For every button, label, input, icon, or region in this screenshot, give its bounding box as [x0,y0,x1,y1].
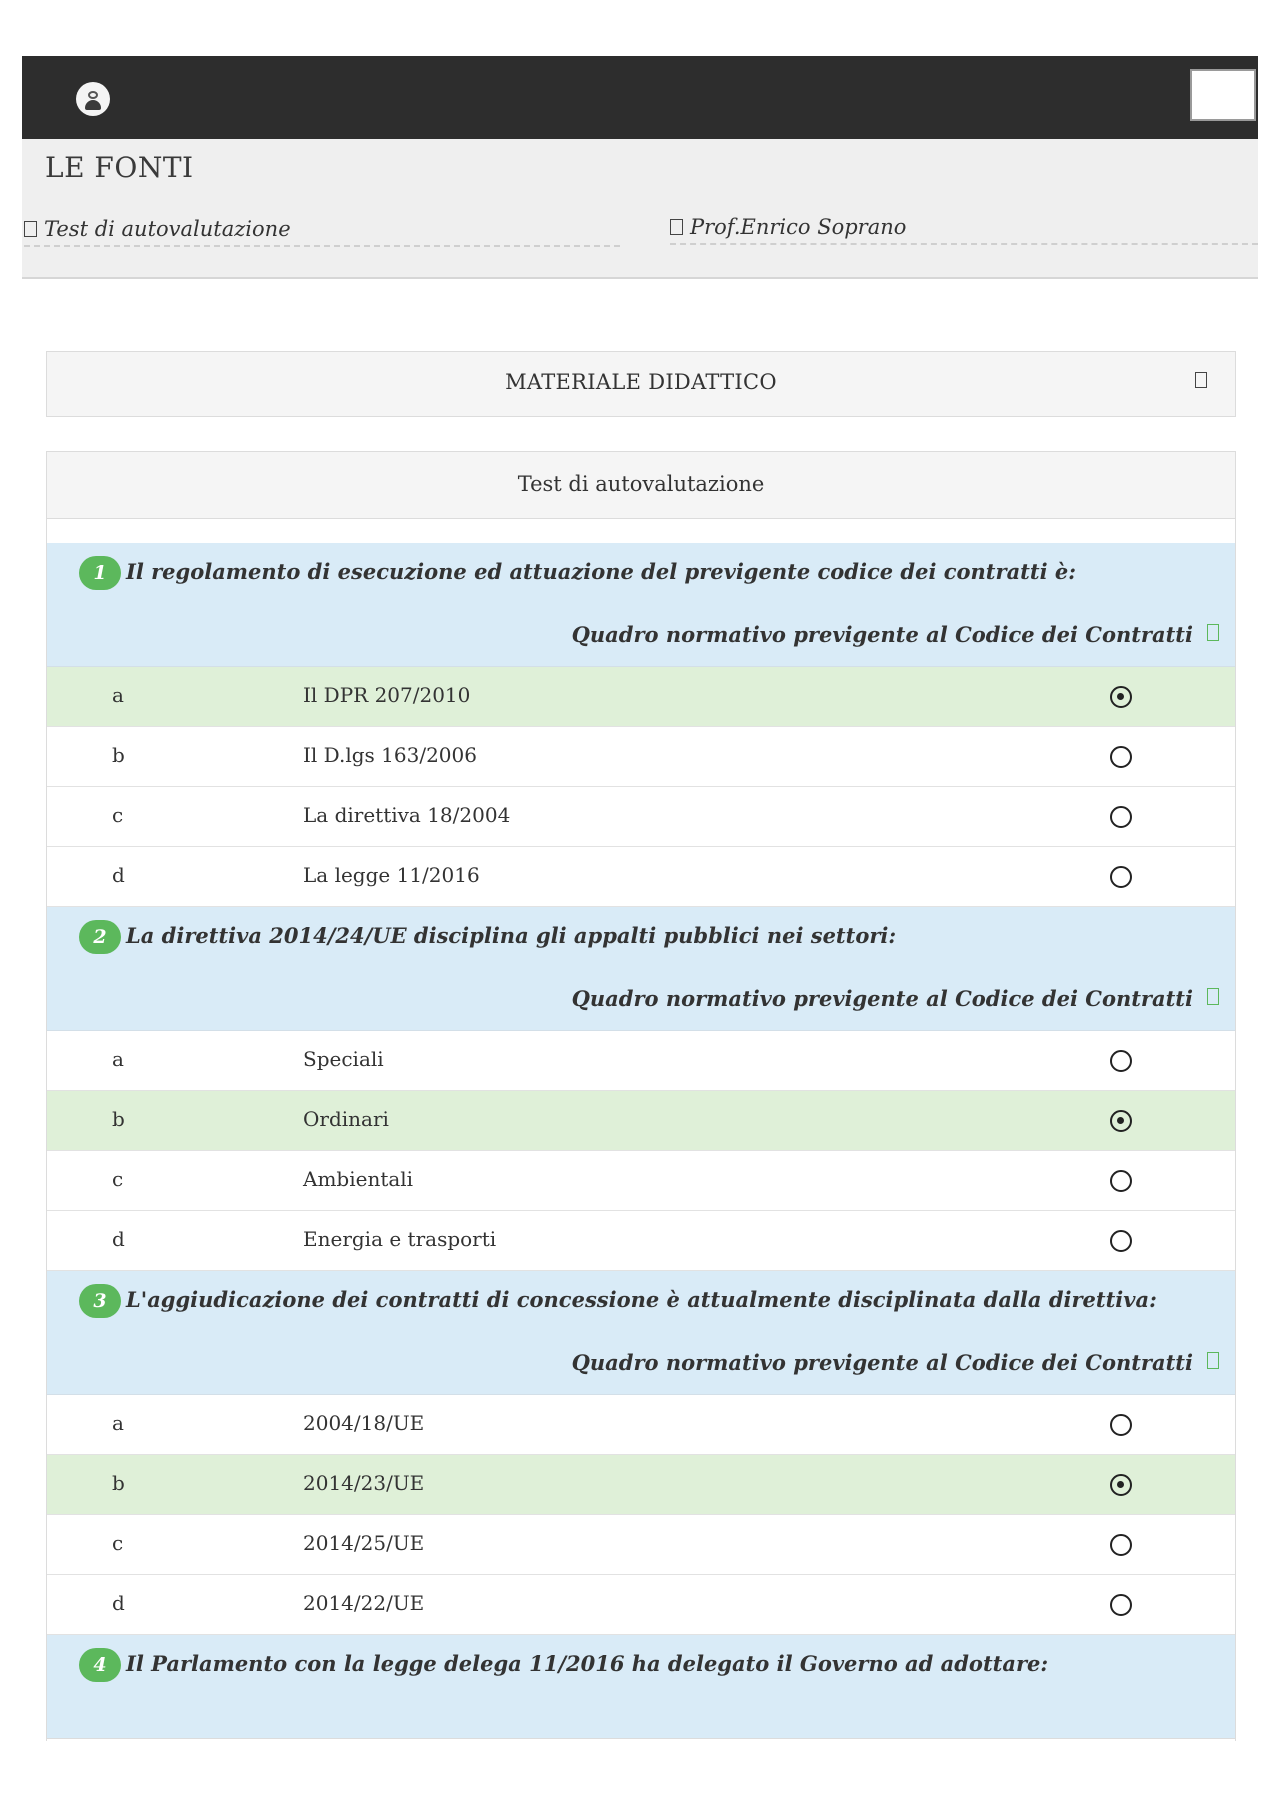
answer-text: 2004/18/UE [303,1411,425,1435]
spacer [47,519,1235,543]
question-source: Quadro normativo previgente al Codice dei Contratti [571,622,1193,647]
test-title: Test di autovalutazione [47,452,1235,519]
materiale-didattico-label: MATERIALE DIDATTICO [505,370,777,394]
answer-text: 2014/25/UE [303,1531,425,1555]
breadcrumb-box-icon [24,221,37,237]
university-logo-icon[interactable] [76,82,110,116]
answer-letter: d [112,1591,125,1615]
question-number-badge: 2 [79,920,121,954]
answer-radio[interactable] [1110,746,1132,768]
answer-text: Il D.lgs 163/2006 [303,743,477,767]
answer-text: Energia e trasporti [303,1227,497,1251]
answer-row[interactable] [47,1455,1235,1515]
answer-text: Ordinari [303,1107,389,1131]
question-source: Quadro normativo previgente al Codice dei Contratti [571,986,1193,1011]
question-text: L'aggiudicazione dei contratti di concessione è attualmente disciplinata dalla direttiva: [126,1287,1157,1312]
answer-text: La legge 11/2016 [303,863,480,887]
answer-row[interactable] [47,1395,1235,1455]
answer-row[interactable] [47,1151,1235,1211]
answer-letter: b [112,1107,125,1131]
answer-row[interactable] [47,1575,1235,1635]
question-number-badge: 1 [79,556,121,590]
menu-toggle-button[interactable] [1190,69,1256,121]
answer-letter: d [112,863,125,887]
answer-radio[interactable] [1110,1474,1132,1496]
breadcrumb-author[interactable] [670,215,1258,245]
breadcrumb-author-label: Prof.Enrico Soprano [690,215,907,239]
answer-row[interactable] [47,1211,1235,1271]
answer-radio[interactable] [1110,1230,1132,1252]
question-text: Il regolamento di esecuzione ed attuazione del previgente codice dei contratti è: [126,559,1076,584]
answer-letter: a [112,683,124,707]
source-link-icon[interactable] [1207,988,1219,1005]
source-link-icon[interactable] [1207,1352,1219,1369]
answer-radio[interactable] [1110,1414,1132,1436]
answer-radio[interactable] [1110,686,1132,708]
question-text: Il Parlamento con la legge delega 11/2016 ha delegato il Governo ad adottare: [126,1651,1049,1676]
answer-row[interactable] [47,787,1235,847]
answer-radio[interactable] [1110,806,1132,828]
question-3 [47,1271,1235,1395]
materiale-didattico-bar[interactable] [46,351,1236,417]
answer-letter: d [112,1227,125,1251]
answer-letter: a [112,1411,124,1435]
source-link-icon[interactable] [1207,624,1219,641]
answer-row[interactable] [47,667,1235,727]
answer-radio[interactable] [1110,1534,1132,1556]
question-source: Quadro normativo previgente al Codice dei Contratti [571,1350,1193,1375]
answer-text: Il DPR 207/2010 [303,683,471,707]
breadcrumb-section-label: Test di autovalutazione [44,217,291,241]
question-2 [47,907,1235,1031]
top-bar [22,56,1258,139]
answer-letter: c [112,803,124,827]
answer-row[interactable] [47,847,1235,907]
answer-letter: c [112,1531,124,1555]
answer-text: 2014/22/UE [303,1591,425,1615]
page-title: LE FONTI [45,151,194,184]
answer-letter: a [112,1047,124,1071]
answer-radio[interactable] [1110,1110,1132,1132]
answer-radio[interactable] [1110,1170,1132,1192]
answer-row[interactable] [47,1091,1235,1151]
answer-letter: c [112,1167,124,1191]
header-band [22,139,1258,279]
answer-radio[interactable] [1110,1050,1132,1072]
answer-row[interactable] [47,727,1235,787]
question-1 [47,543,1235,667]
answer-text: Speciali [303,1047,384,1071]
question-number-badge: 3 [79,1284,121,1318]
breadcrumb-section[interactable] [24,217,620,247]
answer-letter: b [112,1471,125,1495]
question-4 [47,1635,1235,1739]
answer-radio[interactable] [1110,1594,1132,1616]
answer-row[interactable] [47,1515,1235,1575]
collapse-toggle-icon[interactable] [1195,372,1207,388]
question-text: La direttiva 2014/24/UE disciplina gli appalti pubblici nei settori: [126,923,897,948]
answer-letter: b [112,743,125,767]
answer-text: La direttiva 18/2004 [303,803,511,827]
question-number-badge: 4 [79,1648,121,1682]
answer-text: Ambientali [303,1167,414,1191]
answer-radio[interactable] [1110,866,1132,888]
breadcrumb-box-icon [670,219,683,235]
answer-text: 2014/23/UE [303,1471,425,1495]
answer-row[interactable] [47,1031,1235,1091]
test-panel [46,451,1236,1741]
